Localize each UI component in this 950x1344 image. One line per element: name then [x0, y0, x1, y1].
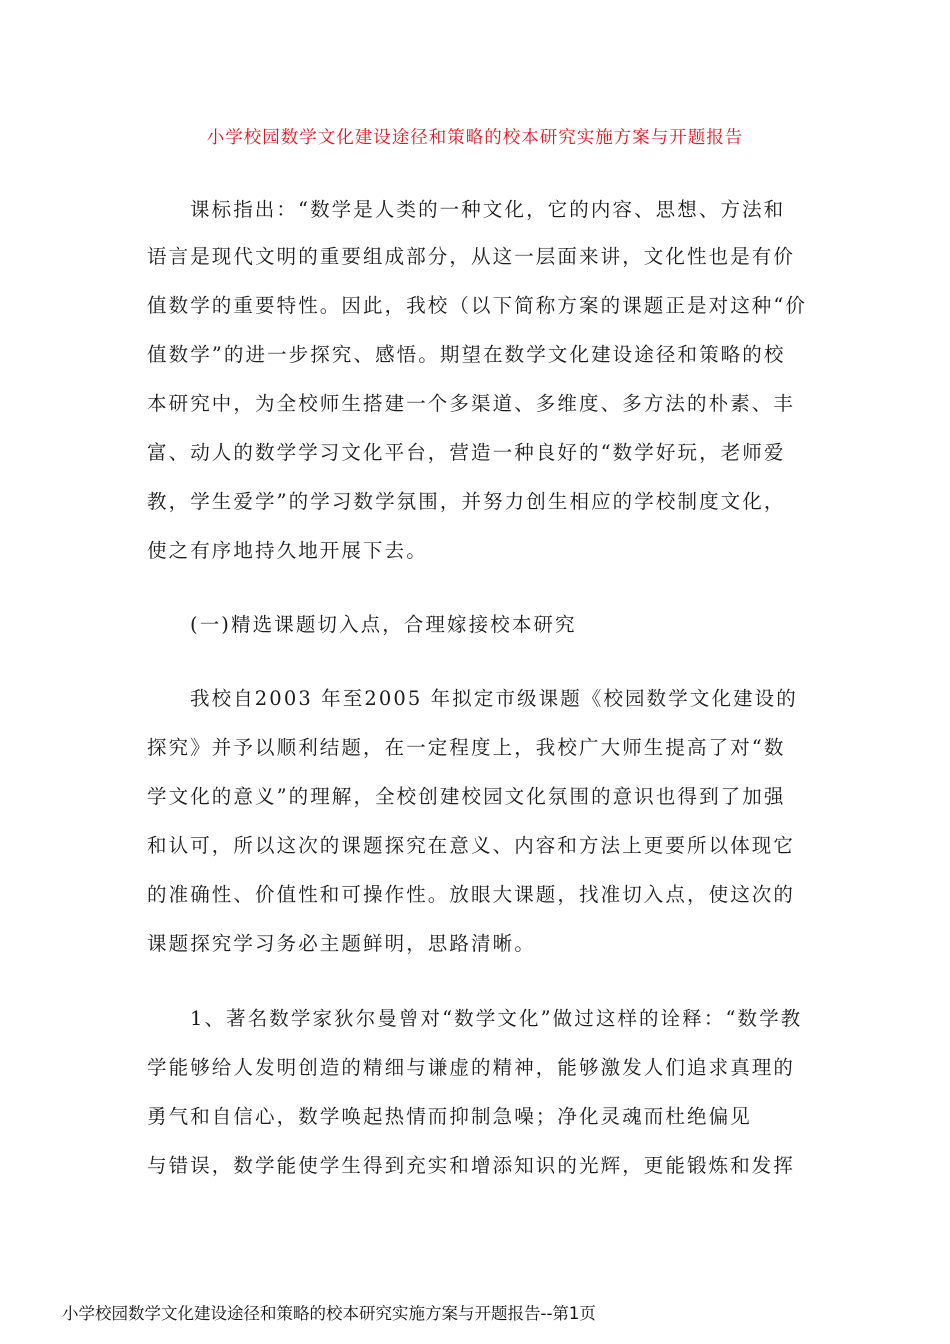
paragraph-line: 使之有序地持久地开展下去。: [147, 539, 428, 562]
document-title: 小学校园数学文化建设途径和策略的校本研究实施方案与开题报告: [206, 128, 744, 148]
paragraph-line: 值数学”的进一步探究、感悟。期望在数学文化建设途径和策略的校: [147, 343, 786, 366]
paragraph-line: 课题探究学习务必主题鲜明，思路清晰。: [147, 932, 536, 955]
paragraph-line: 富、动人的数学学习文化平台，营造一种良好的“数学好玩，老师爱: [147, 441, 786, 464]
paragraph-line: 勇气和自信心，数学唤起热情而抑制急噪；净化灵魂而杜绝偏见: [147, 1105, 752, 1128]
paragraph-line: 学文化的意义”的理解，全校创建校园文化氛围的意识也得到了加强: [147, 785, 786, 808]
paragraph-line: 课标指出：“数学是人类的一种文化，它的内容、思想、方法和: [190, 198, 786, 221]
paragraph-line: 1、著名数学家狄尔曼曾对“数学文化”做过这样的诠释：“数学教: [190, 1007, 803, 1030]
paragraph-line: 语言是现代文明的重要组成部分，从这一层面来讲，文化性也是有价: [147, 245, 796, 268]
paragraph-line: 探究》并予以顺利结题，在一定程度上，我校广大师生提高了对“数: [147, 736, 786, 759]
paragraph-line: 教，学生爱学”的学习数学氛围，并努力创生相应的学校制度文化，: [147, 490, 786, 513]
paragraph-line: 本研究中，为全校师生搭建一个多渠道、多维度、多方法的朴素、丰: [147, 392, 796, 415]
paragraph-line: 学能够给人发明创造的精细与谦虚的精神，能够激发人们追求真理的: [147, 1056, 796, 1079]
paragraph-line: 的准确性、价值性和可操作性。放眼大课题，找准切入点，使这次的: [147, 883, 796, 906]
paragraph-line: 我校自2003 年至2005 年拟定市级课题《校园数学文化建设的: [190, 687, 798, 710]
paragraph-line: 和认可，所以这次的课题探究在意义、内容和方法上更要所以体现它: [147, 834, 796, 857]
paragraph-line: 与错误，数学能使学生得到充实和增添知识的光辉，更能锻炼和发挥: [147, 1154, 796, 1177]
paragraph-line: 值数学的重要特性。因此，我校（以下简称方案的课题正是对这种“价: [147, 294, 808, 317]
section-heading: (一)精选课题切入点，合理嫁接校本研究: [190, 613, 577, 636]
page-footer: 小学校园数学文化建设途径和策略的校本研究实施方案与开题报告--第1页: [62, 1304, 596, 1323]
